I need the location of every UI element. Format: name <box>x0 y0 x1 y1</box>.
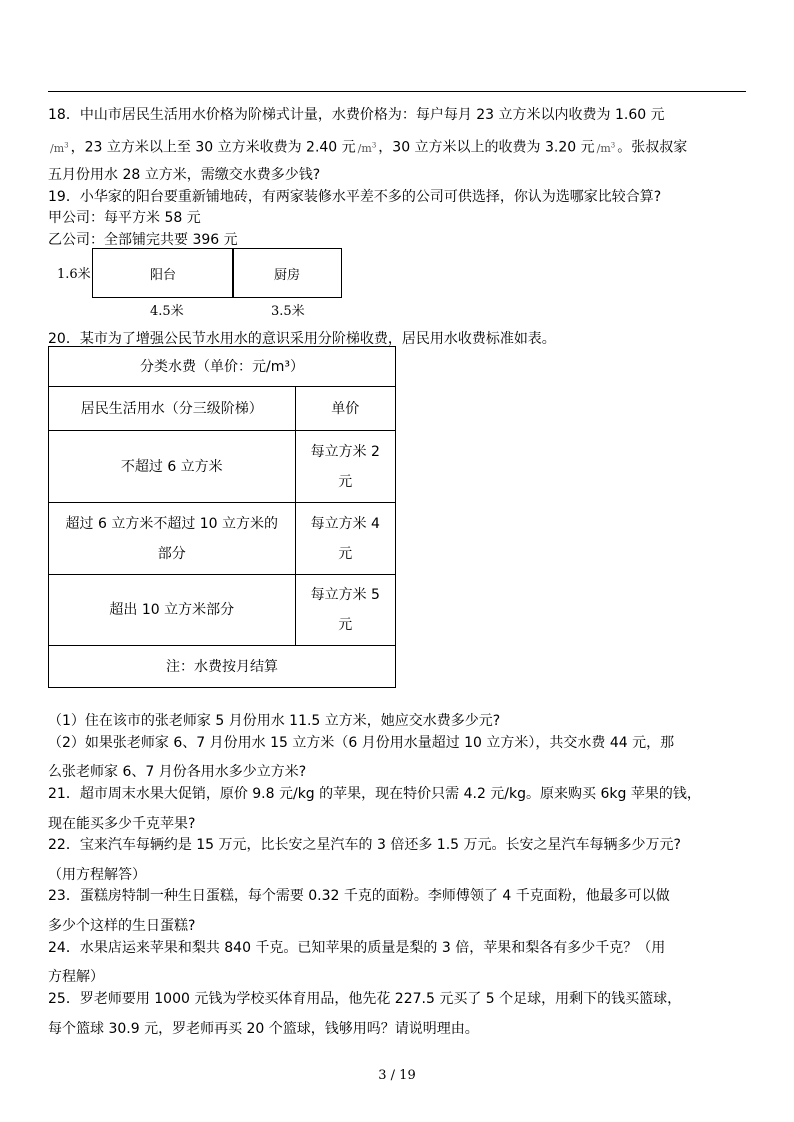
tier-cell: 不超过 6 立方米 <box>49 431 296 503</box>
table-note: 注：水费按月结算 <box>49 646 396 688</box>
header-rule <box>48 91 746 92</box>
price-cell: 每立方米 4 元 <box>295 503 395 575</box>
room-balcony-label: 阳台 <box>149 267 176 283</box>
tier-cell: 超出 10 立方米部分 <box>49 575 296 646</box>
q20-sub2-line1: （2）如果张老师家 6、7 月份用水 15 立方米（6 月份用水量超过 10 立方米），共交水费 44 元，那 <box>48 735 675 751</box>
q24-line1: 24．水果店运来苹果和梨共 840 千克。已知苹果的质量是梨的 3 倍，苹果和梨各有多少千克？（用 <box>48 940 666 956</box>
tier-cell: 超过 6 立方米不超过 10 立方米的 部分 <box>49 503 296 575</box>
q19-line1: 19．小华家的阳台要重新铺地砖，有两家装修水平差不多的公司可供选择，你认为选哪家比较合算? <box>48 189 662 205</box>
q23-line1: 23．蛋糕房特制一种生日蛋糕，每个需要 0.32 千克的面粉。李师傅领了 4 千克面粉，他最多可以做 <box>48 888 670 904</box>
q22-line2: （用方程解答） <box>48 867 146 883</box>
height-label: 1.6米 <box>57 267 91 282</box>
page-number: 3 / 19 <box>378 1068 416 1083</box>
q25-line1: 25．罗老师要用 1000 元钱为学校买体育用品，他先花 227.5 元买了 5 个足球，用剩下的钱买篮球， <box>48 991 682 1007</box>
room-balcony <box>92 248 234 298</box>
q19-line3: 乙公司：全部铺完共要 396 元 <box>48 232 238 248</box>
column-header-price: 单价 <box>295 387 395 431</box>
room-kitchen-label: 厨房 <box>273 267 300 283</box>
q18-line1: 18．中山市居民生活用水价格为阶梯式计量，水费价格为：每户每月 23 立方米以内收费为 1.60 元 <box>48 107 665 123</box>
table-header: 分类水费（单价：元/m³） <box>49 347 396 387</box>
unit-per-cubic-meter: $/m^3$ <box>596 141 616 155</box>
q24-line2: 方程解） <box>48 969 104 985</box>
q20-line1: 20．某市为了增强公民节水用水的意识采用分阶梯收费，居民用水收费标准如表。 <box>48 331 556 347</box>
q18-line3: 五月份用水 28 立方米，需缴交水费多少钱? <box>48 167 321 183</box>
q23-line2: 多少个这样的生日蛋糕? <box>48 918 196 934</box>
width2-label: 3.5米 <box>271 304 305 319</box>
water-fee-table <box>48 346 396 688</box>
q20-sub2-line2: 么张老师家 6、7 月份各用水多少立方米? <box>48 764 307 780</box>
price-cell: 每立方米 5 元 <box>295 575 395 646</box>
q20-sub1: （1）住在该市的张老师家 5 月份用水 11.5 立方米，她应交水费多少元? <box>48 713 501 729</box>
q21-line2: 现在能买多少千克苹果? <box>48 816 196 832</box>
q18-line2: $/m^3$ ，23 立方米以上至 30 立方米收费为 2.40 元 $/m^3$ ，30 立方米以上的收费为 3.20 元 $/m^3$ 。张叔叔家 <box>50 139 688 156</box>
q19-line2: 甲公司：每平方米 58 元 <box>48 210 201 226</box>
unit-per-cubic-meter: $/m^3$ <box>357 141 377 155</box>
q25-line2: 每个篮球 30.9 元，罗老师再买 20 个篮球，钱够用吗？请说明理由。 <box>48 1021 479 1037</box>
q22-line1: 22．宝来汽车每辆约是 15 万元，比长安之星汽车的 3 倍还多 1.5 万元。长安之星汽车每辆多少万元? <box>48 837 681 853</box>
column-header-tier: 居民生活用水（分三级阶梯） <box>49 387 296 431</box>
price-cell: 每立方米 2 元 <box>295 431 395 503</box>
room-kitchen <box>232 248 342 298</box>
unit-per-cubic-meter: $/m^3$ <box>50 141 69 155</box>
width1-label: 4.5米 <box>150 304 184 319</box>
q21-line1: 21．超市周末水果大促销，原价 9.8 元/kg 的苹果，现在特价只需 4.2 元/kg。原来购买 6kg 苹果的钱， <box>48 786 701 802</box>
